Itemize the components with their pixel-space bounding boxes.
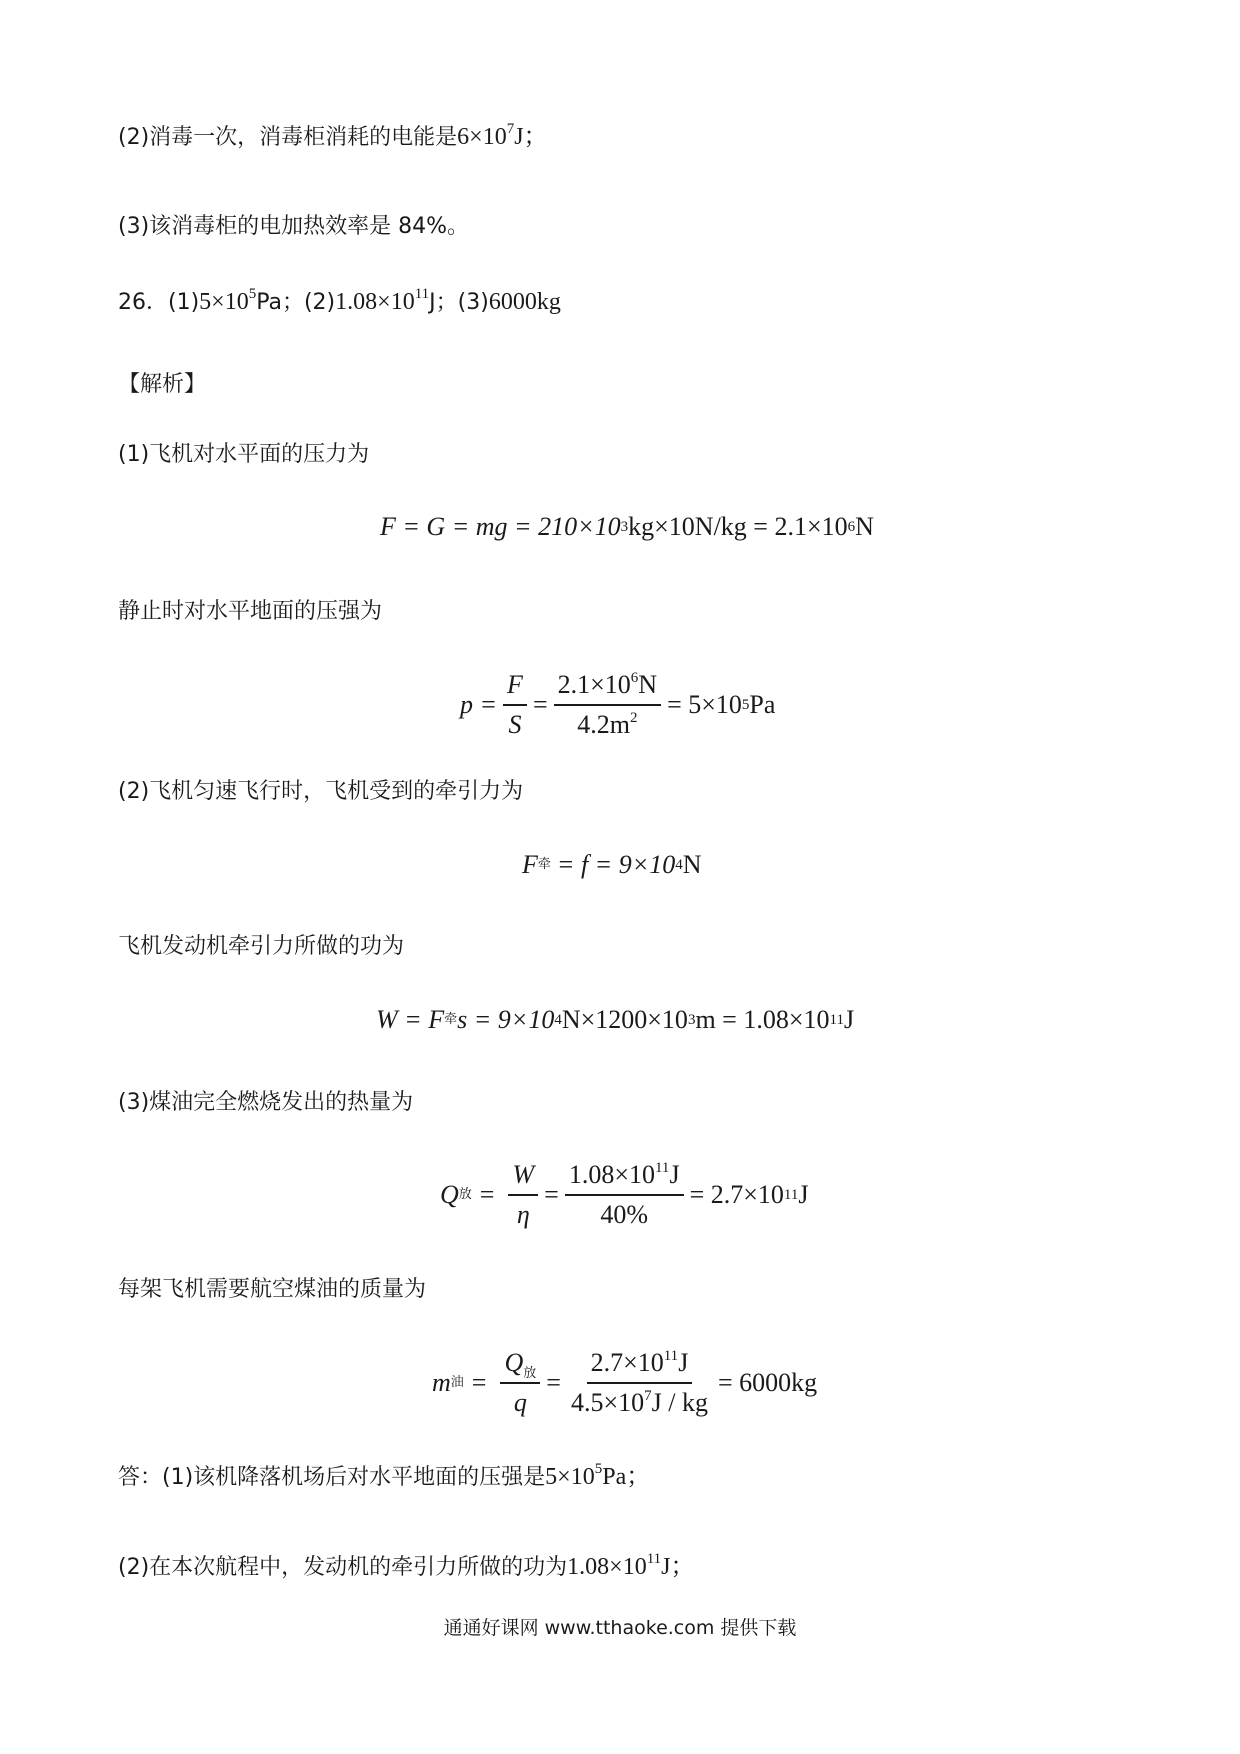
para-pressure: 静止时对水平地面的压强为 [118,599,383,624]
line-disinfect-energy: (2)消毒一次，消毒柜消耗的电能是$6\times 10^7J$； [118,121,548,150]
page-footer: 通通好课网 www.tthaoke.com 提供下载 [443,1617,797,1639]
fraction-work-over-efficiency: $\frac{1.08\times 10^{11}J}{40\%}$ [565,1160,684,1230]
equation-fuel-mass: m 油 = $\frac{Q_放}{q}$ = $\frac{2.7\times 10^{11}J}{4.5\times 10^7J / kg}$ = 6000kg [432,1348,818,1417]
line-efficiency: (3)该消毒柜的电加热效率是 84%。 [118,214,470,239]
analysis-heading: 【解析】 [118,372,207,397]
para-heat: (3)煤油完全燃烧发出的热量为 [118,1090,414,1115]
fraction-f-over-s: $\frac{F}{S}$ [503,670,527,740]
answer-pressure: 答：(1)该机降落机场后对水平地面的压强是$5\times 10^5Pa$； [118,1461,651,1490]
equation-force: F = G = mg = 210×10 3 kg×10N/kg = 2.1×10 6 N [380,512,874,541]
fraction-q-over-q: $\frac{Q_放}{q}$ [500,1348,540,1418]
fraction-heat-over-calorific: $\frac{2.7\times 10^{11}J}{4.5\times 10^7J / kg}$ [570,1348,708,1417]
fraction-w-over-eta: $\frac{W}{\eta}$ [508,1160,538,1230]
para-fuel-mass: 每架飞机需要航空煤油的质量为 [118,1277,427,1302]
para-pressure-force: (1)飞机对水平面的压力为 [118,442,370,467]
equation-traction: F 牵 = f = 9×10 4 N [522,850,702,879]
answer-work: (2)在本次航程中，发动机的牵引力所做的功为$1.08\times 10^{11}J$； [118,1551,695,1580]
energy-value: $6\times 10^7J$； [457,121,548,150]
line-q26-answers: 26．$(1)5\times 10^5Pa$；$(2)1.08\times 10^{11}J$；(3)6000kg [118,286,561,315]
para-work: 飞机发动机牵引力所做的功为 [118,934,405,959]
equation-work: W = F 牵 s = 9×10 4 N×1200×10 3 m = 1.08×10 11 J [376,1005,855,1034]
equation-heat: Q 放 = $\frac{W}{\eta}$ = $\frac{1.08\times 10^{11}J}{40\%}$ = 2.7×10 11 J [440,1160,809,1229]
fraction-force-over-area: $\frac{2.1\times 10^6N}{4.2m^2}$ [554,670,661,740]
equation-pressure: p = $\frac{F}{S}$ = $\frac{2.1\times 10^6N}{4.2m^2}$ = 5×10 5 Pa [460,670,776,739]
para-traction: (2)飞机匀速飞行时，飞机受到的牵引力为 [118,779,524,804]
